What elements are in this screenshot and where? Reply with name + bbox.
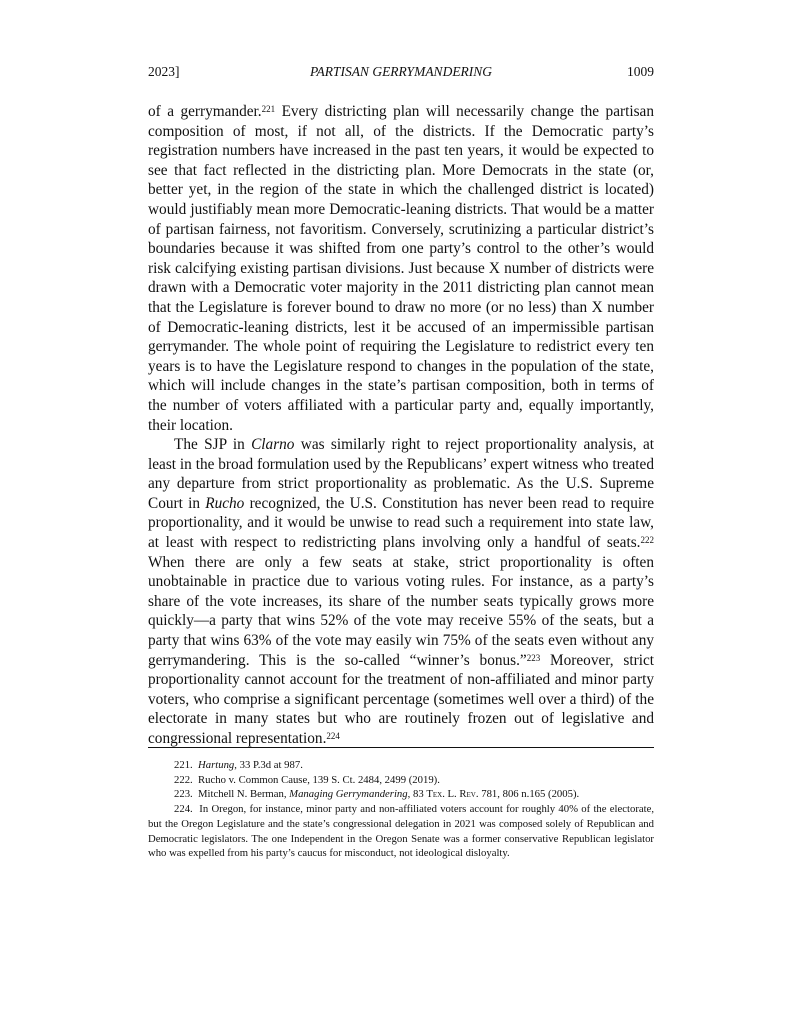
running-header <box>148 63 654 81</box>
paragraph-2: The SJP in Clarno was similarly right to reject proportionality analysis, at least in the broad formulation used by the Republicans’ expert witness who treated any departure from strict proportionality as problematic. As the U.S. Supreme Court in Rucho recognized, the U.S. Constitution has never been read to require proportionality, and it would be unwise to read such a requirement into state law, at least with respect to redistricting plans involving only a handful of seats.$^{222}$ When there are only a few seats at stake, strict proportionality is often unobtainable in practice due to various voting rules. For instance, as a party’s share of the vote increases, its share of the number seats typically grows more quickly—a party that wins 52% of the vote may receive 55% of the seats, but a party that wins 63% of the vote may easily win 75% of the seats even without any gerrymandering. This is the so-called “winner’s bonus.”$^{223}$ Moreover, strict proportionality cannot account for the treatment of non-affiliated and minor party voters, who comprise a significant percentage (sometimes well over a third) of the electorate in many states but who are routinely frozen out of legislative and congressional representation.$^{224}$ <box>148 436 654 747</box>
footnote-ref-222[interactable]: 222 <box>640 535 654 546</box>
case-name-rucho: Rucho <box>205 494 245 512</box>
body-text <box>148 102 654 749</box>
paragraph-1: of a gerrymander.$^{221}$ Every districting plan will necessarily change the partisan composition of most, if not all, of the districts. If the Democratic party’s registration numbers have increased in the past ten years, it would be expected to see that fact reflected in the districting plan. More Democrats in the state (or, better yet, in the region of the state in which the challenged district is located) would justifiably mean more Democratic-leaning districts. That would be a matter of partisan fairness, not favoritism. Conversely, scrutinizing a particular district’s boundaries because it was shifted from one party’s control to the other’s would risk calcifying existing partisan divisions. Just because X number of districts were drawn with a Democratic voter majority in the 2011 districting plan cannot mean that the Legislature is forever bound to draw no more (or no less) than X number of Democratic-leaning districts, lest it be accused of an impermissible partisan gerrymander. The whole point of requiring the Legislature to redistrict every ten years is to have the Legislature respond to changes in the population of the state, which will include changes in the state’s partisan composition, both in terms of the number of voters affiliated with a particular party and, equally importantly, their location. <box>148 103 654 434</box>
page-number: 1009 <box>627 64 654 79</box>
footnote-divider <box>148 747 654 748</box>
footnote-221: 221. Hartung, 33 P.3d at 987. <box>174 759 303 771</box>
footnote-ref-223[interactable]: 223 <box>526 652 541 663</box>
footnote-222: 222. Rucho v. Common Cause, 139 S. Ct. 2484, 2499 (2019). <box>174 773 440 786</box>
footnotes <box>148 758 654 861</box>
header-title: PARTISAN GERRYMANDERING <box>309 64 493 79</box>
footnote-223: 223. Mitchell N. Berman, Managing Gerrymandering, 83 Tex. L. Rev. 781, 806 n.165 (2005). <box>174 788 580 801</box>
header-year: 2023] <box>148 64 180 79</box>
footnote-ref-221[interactable]: 221 <box>261 103 276 114</box>
case-name-clarno: Clarno <box>251 436 295 454</box>
footnote-224: 224. In Oregon, for instance, minor party and non-affiliated voters account for roughly 40% of the electorate, but the Oregon Legislature and the state’s congressional delegation in 2021 was composed solely of Republican and Democratic legislators. The one Independent in the Oregon Senate was a former conservative Republican legislator who was expelled from his party’s caucus for misconduct, not ideological disloyalty. <box>148 803 655 860</box>
footnote-ref-224[interactable]: 224 <box>326 730 340 741</box>
